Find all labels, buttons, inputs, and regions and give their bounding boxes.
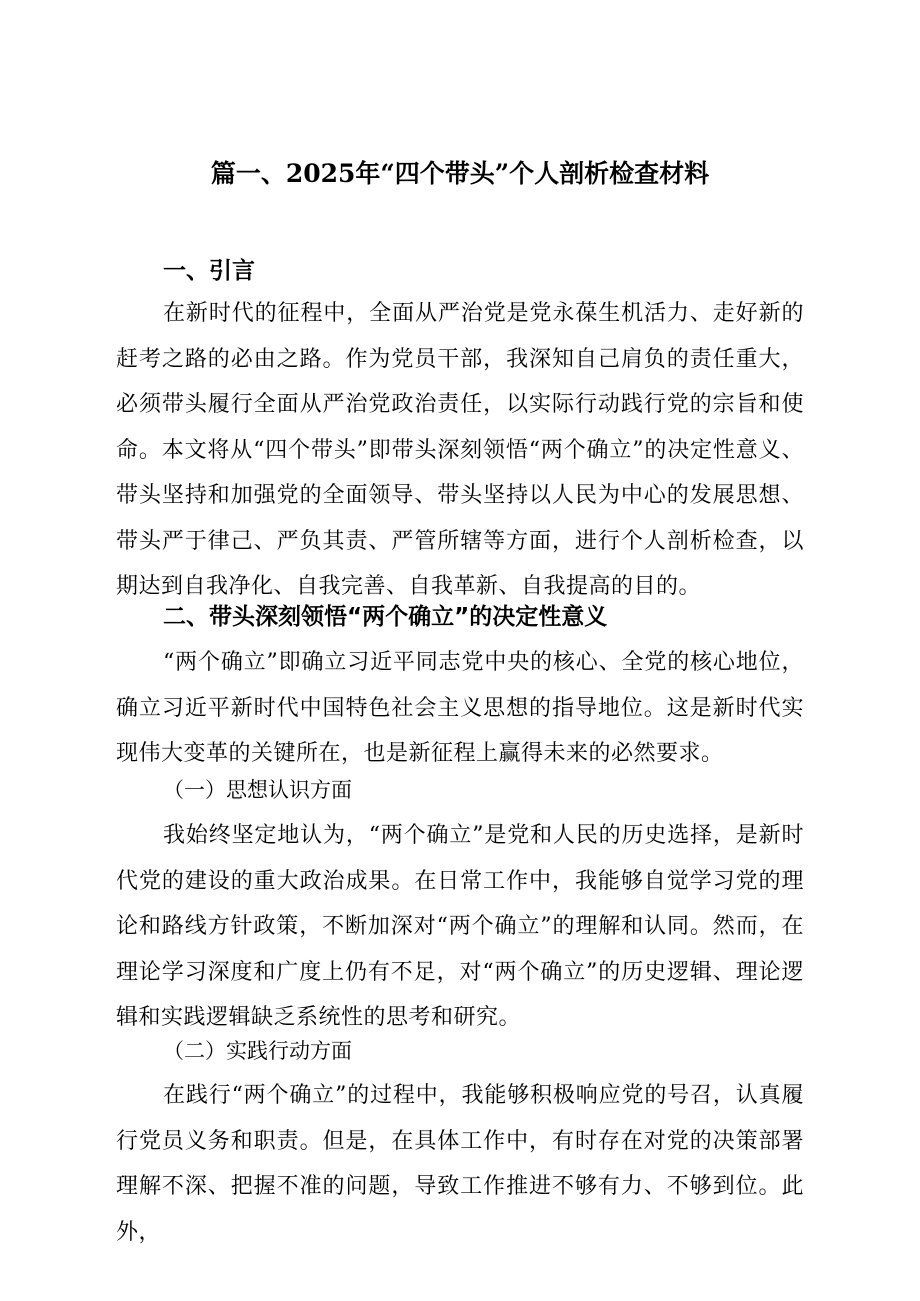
section-heading-two-establishments: 二、带头深刻领悟“两个确立”的决定性意义	[163, 604, 608, 630]
subheading-ideological-understanding: （一）思想认识方面	[163, 778, 352, 802]
paragraph-practical-action: 在践行“两个确立”的过程中，我能够积极响应党的号召，认真履行党员义务和职责。但是，在具体工作中，有时存在对党的决策部署理解不深、把握不准的问题，导致工作推进不够有力、不够到位。此外，	[116, 1083, 804, 1245]
document-title: 篇一、2025年“四个带头”个人剖析检查材料	[210, 159, 710, 188]
subheading-practical-action: （二）实践行动方面	[163, 1039, 352, 1063]
section-heading-introduction: 一、引言	[163, 258, 255, 284]
paragraph-two-establishments: “两个确立”即确立习近平同志党中央的核心、全党的核心地位，确立习近平新时代中国特色社会主义思想的指导地位。这是新时代实现伟大变革的关键所在，也是新征程上赢得未来的必然要求。	[116, 650, 804, 766]
paragraph-introduction: 在新时代的征程中，全面从严治党是党永葆生机活力、走好新的赶考之路的必由之路。作为党员干部，我深知自己肩负的责任重大，必须带头履行全面从严治党政治责任，以实际行动践行党的宗旨和使命。本文将从“四个带头”即带头深刻领悟“两个确立”的决定性意义、带头坚持和加强党的全面领导、带头坚持以人民为中心的发展思想、带头严于律己、严负其责、严管所辖等方面，进行个人剖析检查，以期达到自我净化、自我完善、自我革新、自我提高的目的。	[116, 301, 804, 599]
paragraph-ideological-understanding: 我始终坚定地认为，“两个确立”是党和人民的历史选择，是新时代党的建设的重大政治成果。在日常工作中，我能够自觉学习党的理论和路线方针政策，不断加深对“两个确立”的理解和认同。然而，在理论学习深度和广度上仍有不足，对“两个确立”的历史逻辑、理论逻辑和实践逻辑缺乏系统性的思考和研究。	[116, 823, 804, 1030]
